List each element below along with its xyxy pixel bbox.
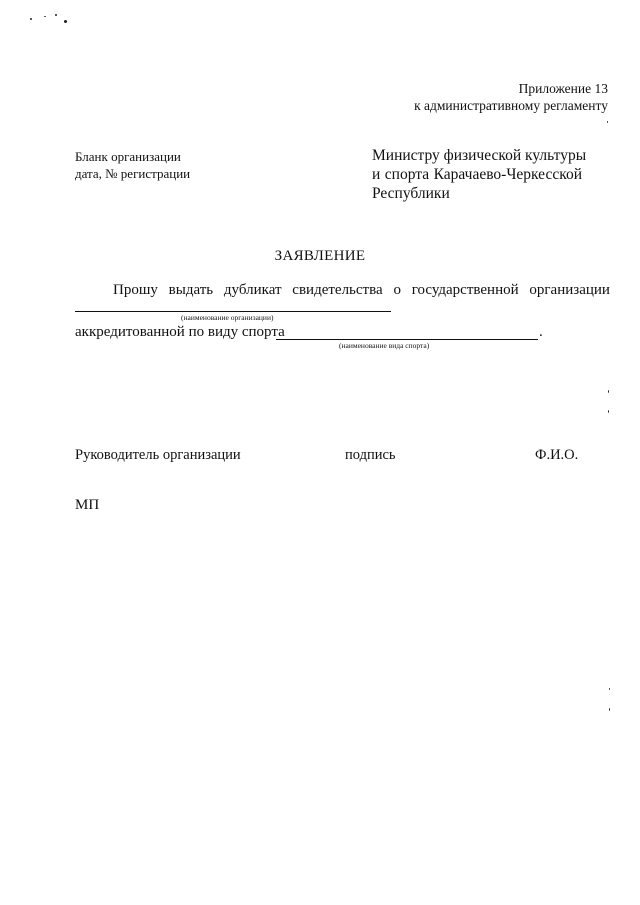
document-title: ЗАЯВЛЕНИЕ <box>274 248 366 264</box>
organization-name-caption: (наименование организации) <box>181 313 274 322</box>
request-line-1 <box>113 282 610 299</box>
addressee-block <box>372 146 586 203</box>
appendix-number: Приложение 13 <box>518 81 608 96</box>
addressee-line-2 <box>372 165 582 184</box>
signature-head-label: Руководитель организации <box>75 447 241 463</box>
scan-speck <box>607 121 608 123</box>
appendix-regulation: к административному регламенту <box>414 98 608 113</box>
sport-name-field-line <box>276 339 538 340</box>
scan-speck <box>609 708 610 711</box>
addressee-word: и <box>372 166 381 183</box>
addressee-word: спорта <box>384 166 430 183</box>
request-word: о <box>393 282 401 298</box>
scan-speck <box>609 688 610 690</box>
seal-placeholder: МП <box>75 497 100 513</box>
addressee-line-3: Республики <box>372 185 450 202</box>
request-word: государственной <box>411 282 519 298</box>
sender-block <box>75 148 190 182</box>
addressee-line-1: Министру физической культуры <box>372 147 587 164</box>
sender-letterhead: Бланк организации <box>75 149 181 164</box>
scan-speck <box>55 14 57 16</box>
request-line-2-text: аккредитованной по виду спорта <box>75 324 285 340</box>
request-word: организации <box>529 282 610 298</box>
sport-name-caption: (наименование вида спорта) <box>339 341 430 350</box>
request-line-2 <box>75 324 285 341</box>
scan-speck <box>30 18 32 20</box>
request-word: выдать <box>168 282 214 298</box>
scan-speck <box>608 390 609 393</box>
scan-speck <box>44 16 46 17</box>
request-word: дубликат <box>223 282 282 298</box>
appendix-reference <box>414 80 608 114</box>
scan-speck <box>64 20 67 23</box>
request-word: свидетельства <box>292 282 383 298</box>
request-word: Прошу <box>113 282 158 298</box>
sender-date-registration: дата, № регистрации <box>75 166 191 181</box>
signature-name-label: Ф.И.О. <box>535 447 579 463</box>
addressee-word: Карачаево-Черкесской <box>433 166 582 183</box>
request-line-2-period: . <box>539 324 543 340</box>
organization-name-field-line <box>75 311 391 312</box>
signature-sign-label: подпись <box>345 447 396 463</box>
scan-speck <box>608 410 609 413</box>
